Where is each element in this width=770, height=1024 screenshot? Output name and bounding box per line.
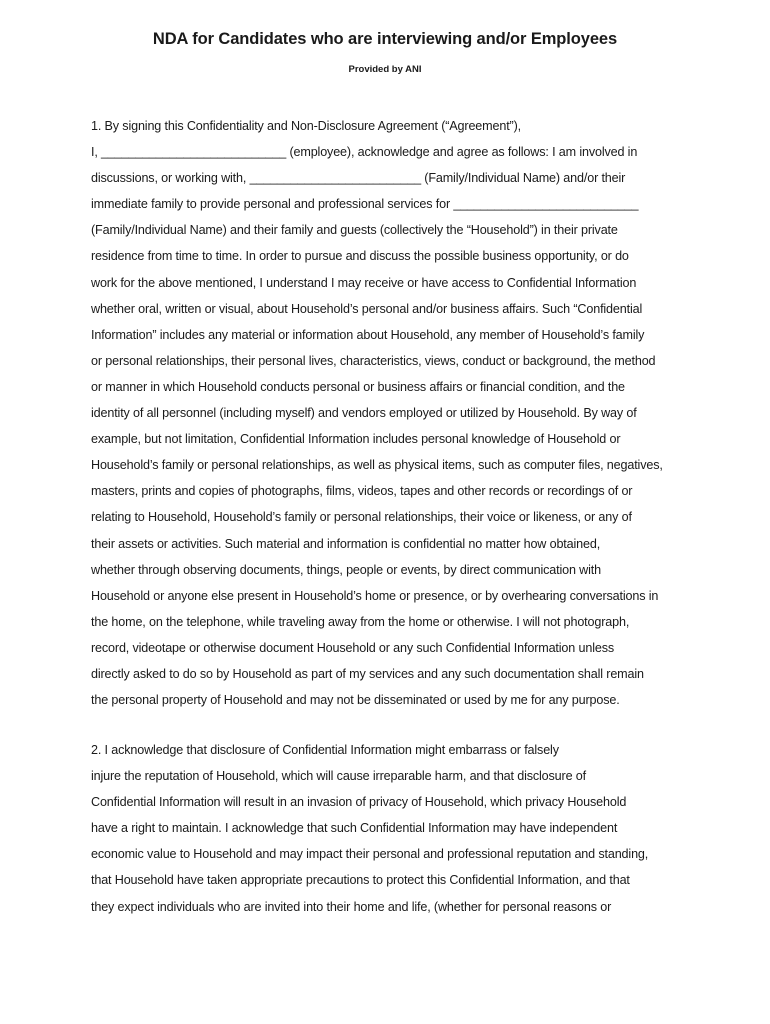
paragraph-line: injure the reputation of Household, which will cause irreparable harm, and that disclosure of [91, 769, 586, 784]
paragraph-line: immediate family to provide personal and professional services for ___________________________ [91, 197, 639, 212]
paragraph-line: economic value to Household and may impact their personal and professional reputation and standing, [91, 847, 649, 862]
paragraph-line: 1. By signing this Confidentiality and Non-Disclosure Agreement (“Agreement”), [91, 119, 521, 133]
paragraph-line: the personal property of Household and may not be disseminated or used by me for any purpose. [91, 693, 620, 708]
paragraph-line: I, ___________________________ (employee), acknowledge and agree as follows: I am involved in [91, 145, 638, 160]
paragraph-1 [91, 113, 691, 713]
paragraph-line: example, but not limitation, Confidential Information includes personal knowledge of Household or [91, 432, 621, 447]
paragraph-line: discussions, or working with, _________________________ (Family/Individual Name) and/or their [91, 171, 626, 186]
paragraph-line: whether through observing documents, things, people or events, by direct communication with [91, 562, 601, 577]
paragraph-line: record, videotape or otherwise document Household or any such Confidential Information unless [91, 640, 614, 655]
paragraph-line: their assets or activities. Such material and information is confidential no matter how obtained, [91, 536, 601, 551]
paragraph-line: they expect individuals who are invited into their home and life, (whether for personal reasons or [91, 899, 612, 914]
paragraph-line: identity of all personnel (including myself) and vendors employed or utilized by Household. By way of [91, 406, 637, 421]
paragraph-line: whether oral, written or visual, about Household’s personal and/or business affairs. Such “Confidential [91, 301, 643, 316]
paragraph-line: masters, prints and copies of photographs, films, videos, tapes and other records or recordings of or [91, 484, 633, 499]
paragraph-line: Confidential Information will result in an invasion of privacy of Household, which privacy Household [91, 795, 627, 810]
paragraph-line: relating to Household, Household’s family or personal relationships, their voice or likeness, or any of [91, 510, 632, 525]
paragraph-line: Information” includes any material or information about Household, any member of Household’s family [91, 327, 645, 342]
paragraph-line: that Household have taken appropriate precautions to protect this Confidential Information, and that [91, 873, 630, 888]
document-subtitle: Provided by ANI [348, 64, 422, 75]
paragraph-line: (Family/Individual Name) and their family and guests (collectively the “Household”) in their private [91, 223, 618, 238]
paragraph-line: 2. I acknowledge that disclosure of Confidential Information might embarrass or falsely [91, 743, 559, 757]
paragraph-line: Household or anyone else present in Household’s home or presence, or by overhearing conversations in [91, 588, 659, 603]
document-title: NDA for Candidates who are interviewing and/or Employees [152, 30, 618, 48]
paragraph-line: work for the above mentioned, I understand I may receive or have access to Confidential Information [91, 275, 637, 290]
paragraph-2 [91, 737, 691, 920]
paragraph-line: residence from time to time. In order to pursue and discuss the possible business opportunity, or do [91, 249, 629, 264]
paragraph-line: directly asked to do so by Household as part of my services and any such documentation shall remain [91, 666, 644, 681]
paragraph-line: Household’s family or personal relationships, as well as physical items, such as computer files, negatives, [91, 458, 663, 473]
paragraph-line: have a right to maintain. I acknowledge that such Confidential Information may have independent [91, 821, 618, 836]
paragraph-line: or manner in which Household conducts personal or business affairs or financial condition, and the [91, 379, 625, 394]
paragraph-line: the home, on the telephone, while traveling away from the home or otherwise. I will not photograph, [91, 614, 630, 629]
paragraph-line: or personal relationships, their personal lives, characteristics, views, conduct or background, the method [91, 353, 656, 368]
